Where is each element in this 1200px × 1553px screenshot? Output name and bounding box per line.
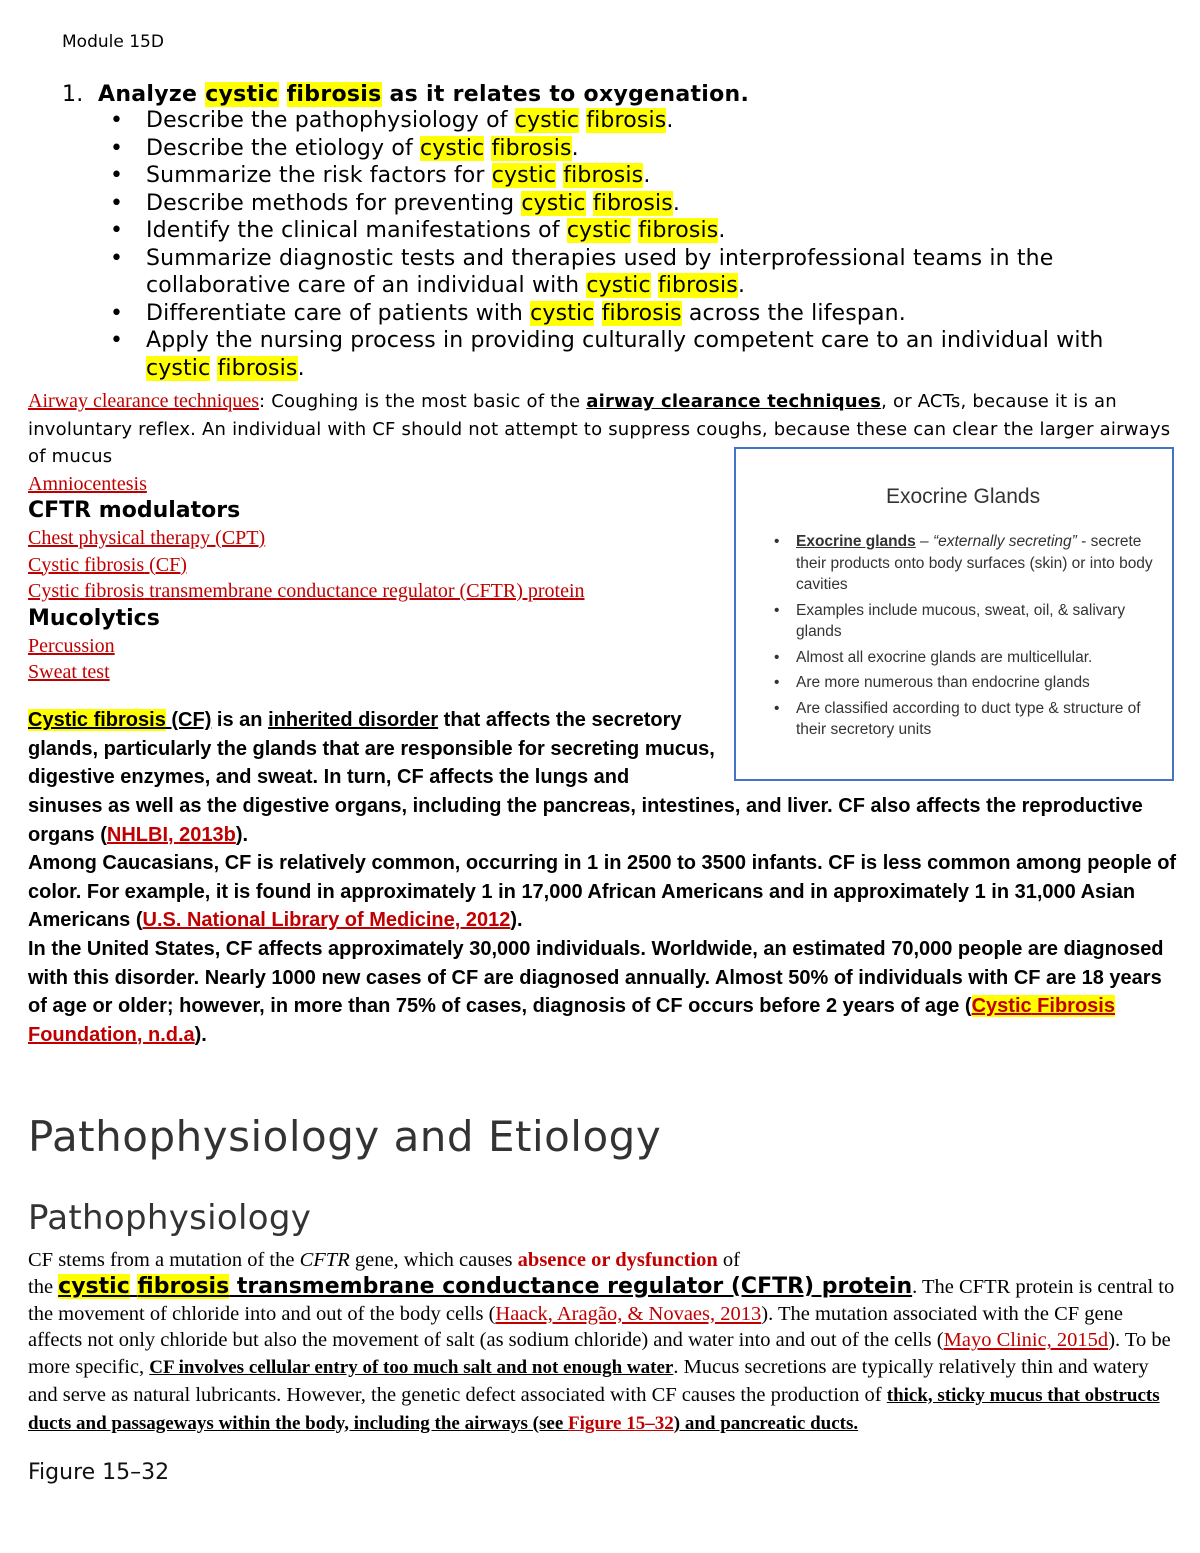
- heading-pathophysiology-etiology: Pathophysiology and Etiology: [28, 1112, 662, 1161]
- objective-title-post: as it relates to oxygenation.: [381, 82, 750, 107]
- objective-item: [110, 300, 1162, 328]
- intro-is-an: is an: [211, 709, 269, 731]
- slide-quote: “externally secreting”: [932, 533, 1077, 550]
- us-text: In the United States, CF affects approximately 30,000 individuals. Worldwide, an estimated 70,000 people are diagnosed with this disorder. Nearly 1000 new cases of CF are diagnosed annually. Almost 50% of individuals with CF are 18 years of age or older; however, in more than 75% of cases, diagnosis of CF occurs before 2 years of age (: [28, 938, 1164, 1018]
- salt-statement: CF involves cellular entry of too much salt and not enough water: [149, 1357, 674, 1379]
- cftr-b: fibrosis: [79, 580, 145, 602]
- bullet-icon: •: [110, 135, 124, 161]
- intro-close: ).: [235, 823, 249, 846]
- glossary-link-sweat-test[interactable]: Sweat test: [28, 661, 110, 683]
- slide-item4: Are more numerous than endocrine glands: [796, 674, 1090, 691]
- objective-text: Describe the pathophysiology of: [146, 108, 515, 133]
- slide-item5: Are classified according to duct type & structure of their secretory units: [796, 699, 1141, 738]
- act-def-post: , or ACTs, because it is an involuntary reflex. An individual with CF should not attempt to suppress coughs, because these can clear the larger airways of mucus: [28, 391, 1171, 467]
- patho-p3: of: [717, 1249, 740, 1271]
- patho-p5: ). The mutation associated with the CF gene affects not only chloride but also the movement of salt (as sodium chloride) and water into and out of the cells (: [28, 1302, 1123, 1352]
- absence-or-dysfunction: absence or dysfunction: [517, 1249, 718, 1271]
- objective-item: [110, 107, 1162, 135]
- bullet-icon: •: [110, 108, 124, 133]
- cftr-gene-italic: CFTR: [299, 1249, 350, 1271]
- highlight-cystic: cystic: [205, 82, 279, 107]
- slide-dash: –: [915, 533, 933, 550]
- bullet-icon: •: [110, 245, 124, 271]
- bullet-icon: •: [110, 300, 124, 326]
- highlight-fibrosis: fibrosis: [491, 135, 572, 161]
- bullet-icon: •: [774, 648, 780, 666]
- highlight-fibrosis: Fibrosis: [1031, 995, 1115, 1018]
- figure-caption: Figure 15–32: [28, 1460, 170, 1485]
- glossary-link-act[interactable]: Airway clearance techniques: [28, 390, 259, 412]
- module-header: Module 15D: [62, 32, 164, 52]
- us-close: ).: [194, 1023, 207, 1046]
- highlight-fibrosis: fibrosis: [88, 709, 166, 731]
- objective-item: [110, 245, 1162, 300]
- highlight-cystic: cystic: [58, 1273, 130, 1299]
- cf-c: (CF): [144, 553, 187, 576]
- highlight-fibrosis: fibrosis: [592, 190, 673, 216]
- exocrine-glands-slide-image: [734, 447, 1174, 781]
- figure-link[interactable]: Figure 15–32: [568, 1412, 674, 1434]
- glossary-link-percussion[interactable]: Percussion: [28, 634, 115, 657]
- highlight-cystic: cystic: [586, 273, 651, 298]
- glossary-link-cpt[interactable]: Chest physical therapy (CPT): [28, 527, 266, 549]
- glossary-mucolytics: Mucolytics: [28, 605, 160, 631]
- objective-text-end: .: [666, 108, 674, 133]
- objective-text: Differentiate care of patients with: [146, 300, 531, 326]
- mucus-statement: thick, sticky mucus that obstructs ducts and passageways within the body, including the airways (see: [28, 1384, 1160, 1434]
- patho-p6: ). To be more specific,: [28, 1329, 1171, 1379]
- citation-mayo-link[interactable]: Mayo Clinic, 2015d: [943, 1329, 1109, 1352]
- highlight-fibrosis: fibrosis: [563, 163, 644, 188]
- intro-rest: that affects the secretory glands, particularly the glands that are responsible for secreting mucus, digestive enzymes, and sweat. In turn, CF affects the lungs and: [28, 709, 715, 789]
- heading-pathophysiology: Pathophysiology: [28, 1198, 312, 1238]
- objective-text-end: .: [571, 135, 579, 161]
- highlight-cystic: cystic: [566, 218, 632, 243]
- objective-text-end: .: [643, 163, 651, 188]
- bullet-icon: •: [774, 601, 780, 619]
- highlight-cystic: cystic: [146, 355, 211, 381]
- glossary-link-cftr-protein[interactable]: [28, 580, 585, 602]
- bullet-icon: •: [110, 218, 124, 243]
- cf-abbr: (CF): [165, 709, 212, 731]
- objective-text-end: across the lifespan.: [681, 300, 906, 326]
- patho-p1: CF stems from a mutation of the: [28, 1249, 300, 1271]
- highlight-fibrosis: fibrosis: [137, 1273, 230, 1299]
- act-colon: :: [259, 391, 272, 412]
- cftr-a: Cystic: [28, 580, 80, 602]
- objective-title-pre: Analyze: [98, 82, 206, 107]
- objective-text: Summarize diagnostic tests and therapies used by interprofessional teams in the collaborative care of an individual with: [146, 245, 1054, 298]
- highlight-cystic: Cystic: [28, 709, 89, 731]
- patho-p2: gene, which causes: [349, 1249, 518, 1271]
- inherited-disorder: inherited disorder: [268, 709, 439, 731]
- slide-item1-rest: - secrete their products onto body surfaces (skin) or into body cavities: [796, 533, 1153, 593]
- bullet-icon: •: [774, 533, 780, 550]
- highlight-fibrosis: fibrosis: [217, 355, 298, 381]
- mucus-statement-end: ) and pancreatic ducts.: [673, 1412, 859, 1434]
- highlight-cystic: cystic: [420, 135, 485, 161]
- objective-text-end: .: [718, 218, 726, 243]
- cftr-protein-title: [58, 1274, 912, 1299]
- bullet-icon: •: [774, 699, 780, 717]
- slide-bullets: [774, 531, 1154, 745]
- objective-text: Describe methods for preventing: [146, 190, 522, 216]
- glossary-link-cystic-fibrosis[interactable]: [28, 554, 187, 576]
- objective-list: [62, 107, 1162, 382]
- highlight-cystic: cystic: [530, 300, 595, 326]
- pathophysiology-paragraph: [28, 1247, 1178, 1438]
- citation-haack-link[interactable]: Haack, Aragão, & Novaes, 2013: [495, 1302, 762, 1325]
- slide-item2: Examples include mucous, sweat, oil, & salivary glands: [796, 601, 1126, 640]
- slide-bullet: [774, 672, 1154, 694]
- objective-item: [110, 217, 1162, 245]
- stats-text: Among Caucasians, CF is relatively common, occurring in 1 in 2500 to 3500 infants. CF is less common among people of color. For example, it is found in approximately 1 in 17,000 African Americans and in approximately 1 in 31,000 Asian Americans (: [28, 852, 1177, 932]
- objective-number: 1.: [62, 82, 84, 107]
- bullet-icon: •: [110, 328, 124, 353]
- objective-item: [110, 190, 1162, 218]
- bullet-icon: •: [774, 674, 780, 691]
- highlight-fibrosis: fibrosis: [586, 108, 667, 133]
- cf-a: Cystic: [28, 553, 80, 576]
- patho-p4: . The CFTR protein is central to the movement of chloride into and out of the body cells (: [28, 1275, 1175, 1325]
- cftr-title-rest: transmembrane conductance regulator (CFTR) protein: [229, 1273, 913, 1299]
- glossary-link-amniocentesis[interactable]: Amniocentesis: [28, 472, 147, 495]
- cftr-c: transmembrane conductance regulator (CFTR) protein: [144, 580, 585, 602]
- highlight-cystic: cystic: [521, 190, 586, 216]
- slide-term: Exocrine glands: [796, 533, 916, 550]
- cf-us-paragraph: [28, 935, 1178, 1049]
- objective-title: [62, 82, 1162, 107]
- highlight-fibrosis: fibrosis: [286, 82, 382, 107]
- patho-p7: . Mucus secretions are typically relatively thin and watery and serve as natural lubricants. However, the genetic defect associated with CF causes the production of: [28, 1356, 1149, 1406]
- objective-item: [110, 162, 1162, 190]
- slide-bullet: [774, 531, 1154, 596]
- act-def-pre: Coughing is the most basic of the: [271, 391, 587, 412]
- cite-rest: Foundation, n.d.a: [28, 1023, 195, 1046]
- slide-title: Exocrine Glands: [886, 485, 1041, 508]
- citation-nhlbi-link[interactable]: NHLBI, 2013b: [106, 823, 236, 846]
- highlight-cystic: Cystic: [971, 995, 1032, 1018]
- bullet-icon: •: [110, 163, 124, 188]
- slide-bullet: [774, 600, 1154, 643]
- objective-text-end: .: [297, 355, 305, 381]
- highlight-cystic: cystic: [491, 163, 557, 188]
- cf-intro-continued: [28, 792, 1178, 849]
- learning-objectives: [62, 82, 1162, 382]
- cf-stats-paragraph: [28, 849, 1178, 935]
- cf-b: fibrosis: [79, 553, 145, 576]
- objective-text: Describe the etiology of: [146, 135, 421, 161]
- objective-item: [110, 327, 1162, 382]
- objective-text: Identify the clinical manifestations of: [146, 218, 567, 243]
- slide-bullet: [774, 647, 1154, 669]
- citation-nlm-link[interactable]: U.S. National Library of Medicine, 2012: [142, 909, 511, 932]
- slide-item3: Almost all exocrine glands are multicellular.: [796, 648, 1093, 666]
- patho-the: the: [28, 1275, 59, 1298]
- slide-bullet: [774, 698, 1154, 741]
- bullet-icon: •: [110, 190, 124, 216]
- intro-cont: sinuses as well as the digestive organs, including the pancreas, intestines, and liver. CF also affects the reproductive organs (: [28, 795, 1143, 846]
- glossary-cftr-modulators: CFTR modulators: [28, 498, 241, 523]
- highlight-cystic: cystic: [514, 108, 580, 133]
- stats-close: ).: [510, 909, 523, 932]
- highlight-fibrosis: fibrosis: [601, 300, 682, 326]
- cf-intro-paragraph: [28, 706, 728, 792]
- objective-text-end: .: [737, 273, 746, 298]
- act-def-bold: airway clearance techniques: [586, 391, 882, 412]
- objective-text: Apply the nursing process in providing culturally competent care to an individual with: [146, 328, 1104, 353]
- highlight-fibrosis: fibrosis: [657, 273, 738, 298]
- objective-text-end: .: [672, 190, 681, 216]
- highlight-fibrosis: fibrosis: [638, 218, 719, 243]
- objective-text: Summarize the risk factors for: [146, 163, 492, 188]
- objective-item: [110, 135, 1162, 163]
